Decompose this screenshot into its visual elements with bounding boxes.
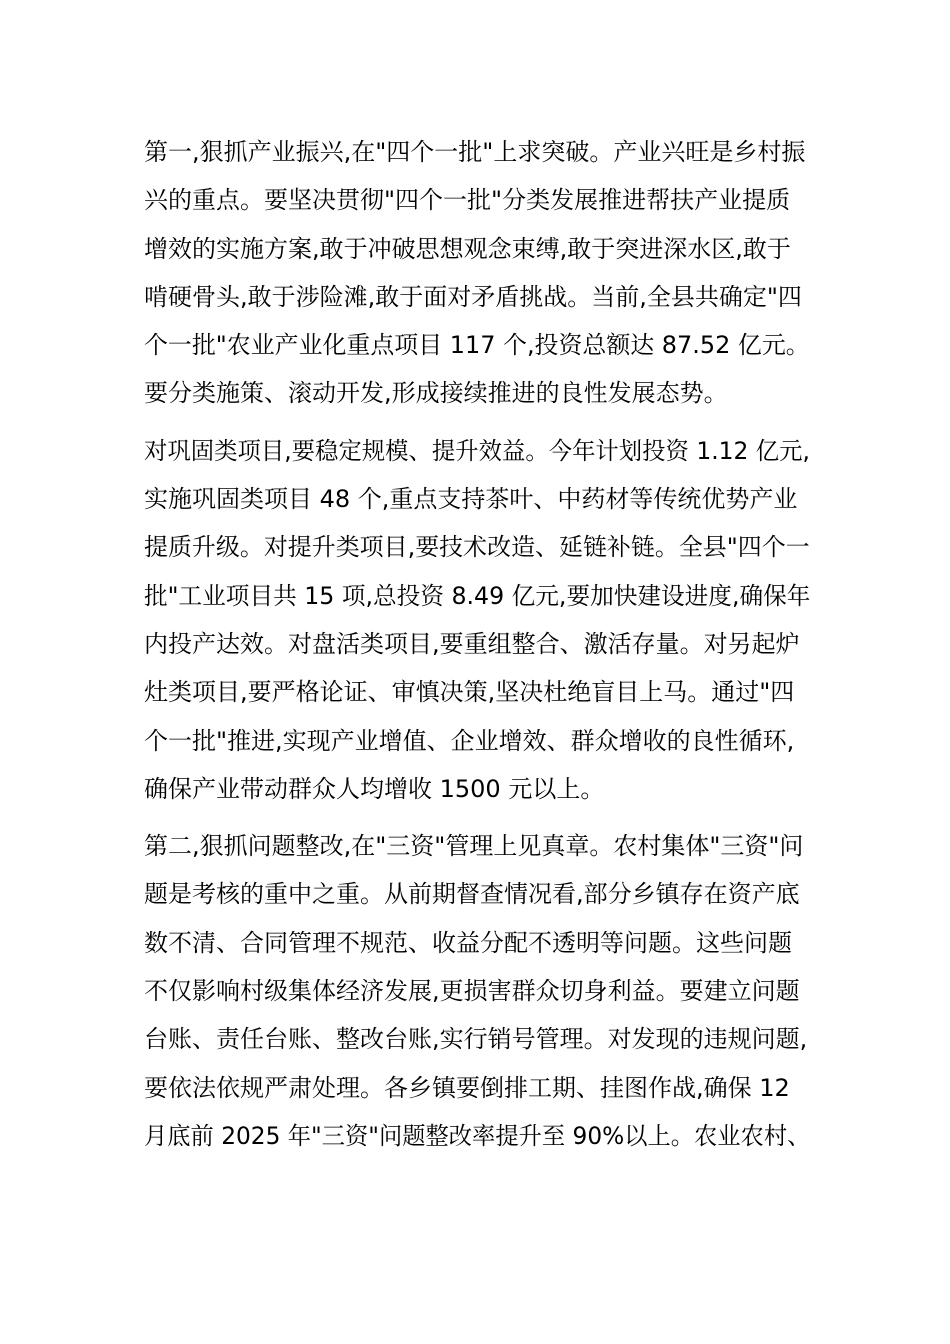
text-line: 确保产业带动群众人均增收 1500 元以上。 [144,774,605,803]
text-line: 对巩固类项目,要稳定规模、提升效益。今年计划投资 1.12 亿元, [144,436,810,465]
text-line: 批"工业项目共 15 项,总投资 8.49 亿元,要加快建设进度,确保年 [144,581,811,610]
text-line: 台账、责任台账、整改台账,实行销号管理。对发现的违规问题, [144,1025,808,1054]
text-line: 题是考核的重中之重。从前期督查情况看,部分乡镇存在资产底 [144,880,800,909]
text-line: 第一,狠抓产业振兴,在"四个一批"上求突破。产业兴旺是乡村振 [144,138,806,166]
text-line: 数不清、合同管理不规范、收益分配不透明等问题。这些问题 [144,928,792,957]
text-line: 要分类施策、滚动开发,形成接续推进的良性发展态势。 [144,379,728,408]
text-line: 啃硬骨头,敢于涉险滩,敢于面对矛盾挑战。当前,全县共确定"四 [144,282,802,311]
paragraph-gap [144,813,810,822]
document-body [144,128,810,1160]
text-line: 内投产达效。对盘活类项目,要重组整合、激活存量。对另起炉 [144,629,800,658]
text-line: 个一批"推进,实现产业增值、企业增效、群众增收的良性循环, [144,726,795,755]
text-line: 灶类项目,要严格论证、审慎决策,坚决杜绝盲目上马。通过"四 [144,678,795,707]
text-line: 第二,狠抓问题整改,在"三资"管理上见真章。农村集体"三资"问 [144,832,804,861]
text-line: 增效的实施方案,敢于冲破思想观念束缚,敢于突进深水区,敢于 [144,234,791,263]
paragraph-gap [144,418,810,427]
text-line: 月底前 2025 年"三资"问题整改率提升至 90%以上。农业农村、 [144,1121,811,1150]
paragraph-project-categories [144,427,810,813]
paragraph-problem-rectification [144,822,810,1160]
text-line: 提质升级。对提升类项目,要技术改造、延链补链。全县"四个一 [144,533,810,562]
text-line: 实施巩固类项目 48 个,重点支持茶叶、中药材等传统优势产业 [144,485,798,514]
text-line: 不仅影响村级集体经济发展,更损害群众切身利益。要建立问题 [144,977,800,1006]
text-line: 要依法依规严肃处理。各乡镇要倒排工期、挂图作战,确保 12 [144,1073,790,1102]
text-line: 个一批"农业产业化重点项目 117 个,投资总额达 87.52 亿元。 [144,331,810,360]
text-line: 兴的重点。要坚决贯彻"四个一批"分类发展推进帮扶产业提质 [144,186,791,215]
paragraph-industry-revitalization [144,128,810,418]
